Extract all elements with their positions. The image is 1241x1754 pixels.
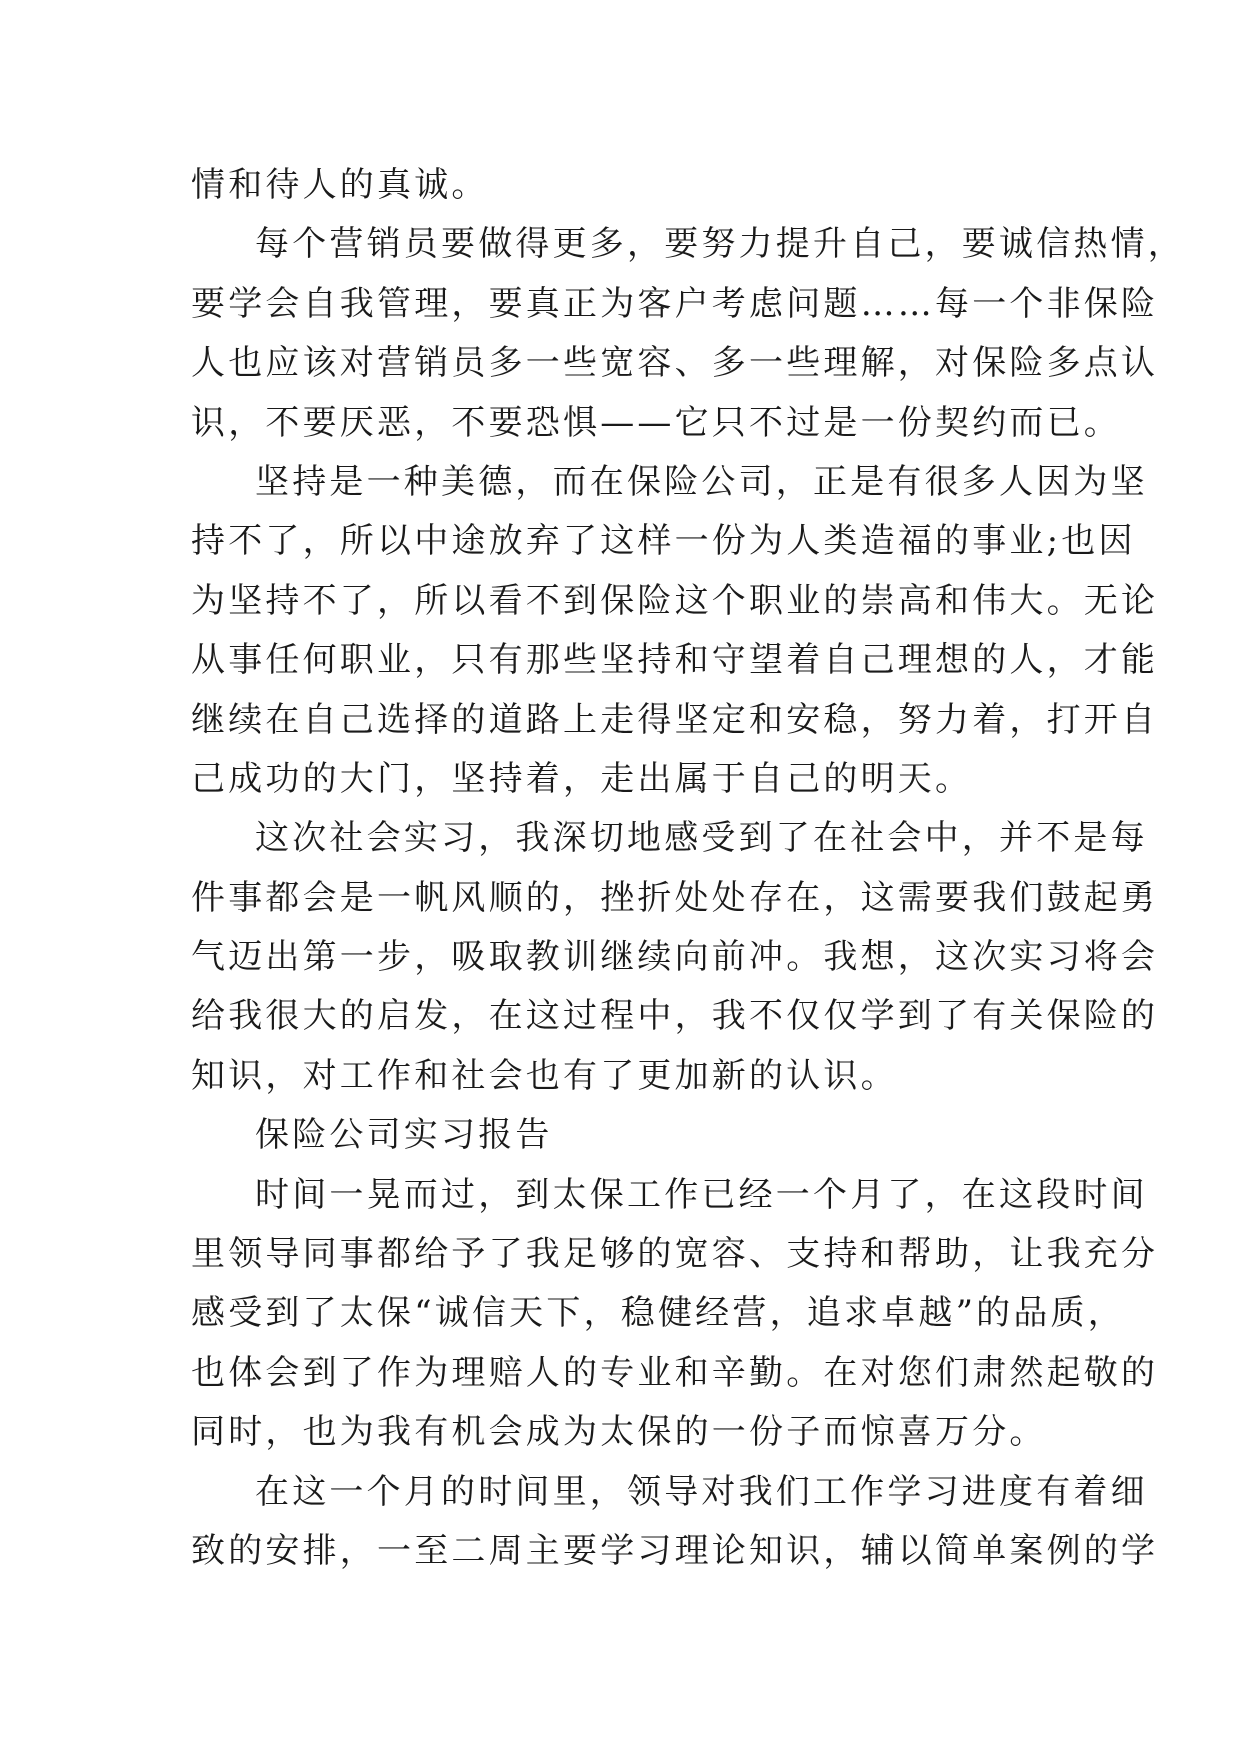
text-line: 件事都会是一帆风顺的，挫折处处存在，这需要我们鼓起勇 [191,877,1159,918]
text-line: 情和待人的真诚。 [191,165,489,205]
text-line: 同时，也为我有机会成为太保的一份子而惊喜万分。 [191,1412,1047,1453]
text-line: 感受到了太保“诚信天下，稳健经营，追求卓越”的品质， [191,1293,1125,1334]
text-line: 给我很大的启发，在这过程中，我不仅仅学到了有关保险的 [191,996,1159,1037]
text-line: 也体会到了作为理赔人的专业和辛勤。在对您们肃然起敬的 [191,1352,1159,1393]
text-line: 知识，对工作和社会也有了更加新的认识。 [191,1055,898,1096]
paragraph-first-line: 每个营销员要做得更多，要努力提升自己，要诚信热情， [255,224,1185,265]
text-line: 气迈出第一步，吸取教训继续向前冲。我想，这次实习将会 [191,937,1159,978]
paragraph-first-line: 时间一晃而过，到太保工作已经一个月了，在这段时间 [255,1174,1148,1215]
text-line: 里领导同事都给予了我足够的宽容、支持和帮助，让我充分 [191,1234,1159,1275]
text-line: 持不了，所以中途放弃了这样一份为人类造福的事业;也因 [191,521,1136,562]
text-line: 致的安排，一至二周主要学习理论知识，辅以简单案例的学 [191,1530,1159,1571]
text-line: 己成功的大门，坚持着，走出属于自己的明天。 [191,758,973,799]
paragraph-first-line: 坚持是一种美德，而在保险公司，正是有很多人因为坚 [255,461,1148,502]
document-body [191,156,1185,1581]
section-heading: 保险公司实习报告 [255,1115,553,1156]
text-line: 从事任何职业，只有那些坚持和守望着自己理想的人，才能 [191,640,1159,681]
paragraph-first-line: 在这一个月的时间里，领导对我们工作学习进度有着细 [255,1471,1148,1512]
text-line: 要学会自我管理，要真正为客户考虑问题……每一个非保险 [191,283,1159,324]
text-line: 为坚持不了，所以看不到保险这个职业的崇高和伟大。无论 [191,580,1159,621]
text-line: 人也应该对营销员多一些宽容、多一些理解，对保险多点认 [191,343,1159,384]
paragraph-first-line: 这次社会实习，我深切地感受到了在社会中，并不是每 [255,818,1148,859]
text-line: 继续在自己选择的道路上走得坚定和安稳，努力着，打开自 [191,699,1159,740]
text-line: 识，不要厌恶，不要恐惧——它只不过是一份契约而已。 [191,402,1121,443]
